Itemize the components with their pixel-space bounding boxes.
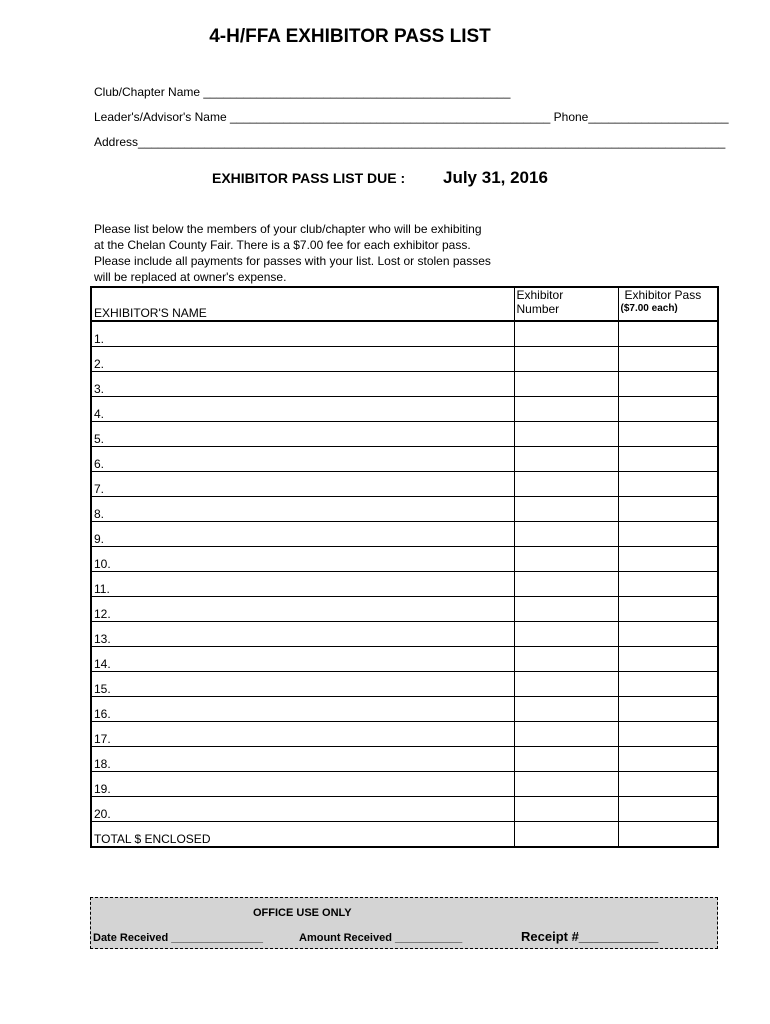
- row-exhibitor-name-cell[interactable]: 9.: [91, 522, 514, 547]
- receipt-number-field[interactable]: Receipt #___________: [521, 929, 659, 944]
- table-row: [91, 472, 718, 497]
- row-exhibitor-pass-cell[interactable]: [618, 772, 718, 797]
- row-exhibitor-name-cell[interactable]: 2.: [91, 347, 514, 372]
- row-exhibitor-name-cell[interactable]: 19.: [91, 772, 514, 797]
- date-received-field[interactable]: Date Received _______________: [93, 932, 264, 944]
- header-number-line2: Number: [516, 302, 560, 316]
- row-exhibitor-number-cell[interactable]: [514, 747, 618, 772]
- instruction-line: will be replaced at owner's expense.: [94, 270, 287, 284]
- row-exhibitor-number-cell[interactable]: [514, 522, 618, 547]
- header-exhibitor-pass: [618, 287, 718, 321]
- row-exhibitor-name-cell[interactable]: 15.: [91, 672, 514, 697]
- table-row: [91, 697, 718, 722]
- table-row: [91, 722, 718, 747]
- row-exhibitor-name-cell[interactable]: 14.: [91, 647, 514, 672]
- row-exhibitor-name-cell[interactable]: 11.: [91, 572, 514, 597]
- table-row: [91, 547, 718, 572]
- table-row: [91, 622, 718, 647]
- row-exhibitor-name-cell[interactable]: 1.: [91, 321, 514, 347]
- table-row: [91, 372, 718, 397]
- row-exhibitor-name-cell[interactable]: 7.: [91, 472, 514, 497]
- row-exhibitor-number-cell[interactable]: [514, 597, 618, 622]
- row-exhibitor-name-cell[interactable]: 20.: [91, 797, 514, 822]
- row-exhibitor-number-cell[interactable]: [514, 797, 618, 822]
- row-exhibitor-number-cell[interactable]: [514, 572, 618, 597]
- row-exhibitor-pass-cell[interactable]: [618, 522, 718, 547]
- row-exhibitor-pass-cell[interactable]: [618, 347, 718, 372]
- instructions: [94, 221, 524, 285]
- table-row: [91, 797, 718, 822]
- header-exhibitor-number: [514, 287, 618, 321]
- row-exhibitor-number-cell[interactable]: [514, 497, 618, 522]
- table-header-row: [91, 287, 718, 321]
- row-exhibitor-number-cell[interactable]: [514, 722, 618, 747]
- row-exhibitor-pass-cell[interactable]: [618, 372, 718, 397]
- row-exhibitor-pass-cell[interactable]: [618, 497, 718, 522]
- instruction-line: at the Chelan County Fair. There is a $7.00 fee for each exhibitor pass.: [94, 238, 471, 252]
- row-exhibitor-pass-cell[interactable]: [618, 397, 718, 422]
- instruction-line: Please list below the members of your club/chapter who will be exhibiting: [94, 222, 482, 236]
- row-exhibitor-pass-cell[interactable]: [618, 472, 718, 497]
- office-use-title: OFFICE USE ONLY: [253, 907, 352, 919]
- total-label: TOTAL $ ENCLOSED: [91, 822, 514, 848]
- header-pass-fee: ($7.00 each): [620, 303, 678, 314]
- table-row: [91, 397, 718, 422]
- row-exhibitor-name-cell[interactable]: 12.: [91, 597, 514, 622]
- row-exhibitor-pass-cell[interactable]: [618, 622, 718, 647]
- row-exhibitor-number-cell[interactable]: [514, 622, 618, 647]
- table-row: [91, 497, 718, 522]
- row-exhibitor-pass-cell[interactable]: [618, 822, 718, 848]
- table-row: [91, 747, 718, 772]
- row-exhibitor-number-cell[interactable]: [514, 347, 618, 372]
- table-row: [91, 321, 718, 347]
- table-row: [91, 447, 718, 472]
- header-number-line1: Exhibitor: [516, 288, 564, 302]
- row-exhibitor-pass-cell[interactable]: [618, 747, 718, 772]
- row-exhibitor-number-cell[interactable]: [514, 472, 618, 497]
- row-exhibitor-pass-cell[interactable]: [618, 647, 718, 672]
- table-row: [91, 647, 718, 672]
- row-exhibitor-pass-cell[interactable]: [618, 447, 718, 472]
- header-pass-label: Exhibitor Pass: [624, 288, 702, 302]
- row-exhibitor-name-cell[interactable]: 5.: [91, 422, 514, 447]
- table-row: [91, 522, 718, 547]
- table-row: [91, 772, 718, 797]
- exhibitor-table: [90, 286, 719, 848]
- table-row: [91, 672, 718, 697]
- row-exhibitor-pass-cell[interactable]: [618, 321, 718, 347]
- row-exhibitor-number-cell[interactable]: [514, 772, 618, 797]
- row-exhibitor-number-cell[interactable]: [514, 422, 618, 447]
- row-exhibitor-name-cell[interactable]: 13.: [91, 622, 514, 647]
- row-exhibitor-name-cell[interactable]: 18.: [91, 747, 514, 772]
- row-exhibitor-pass-cell[interactable]: [618, 422, 718, 447]
- row-exhibitor-pass-cell[interactable]: [618, 722, 718, 747]
- row-exhibitor-name-cell[interactable]: 16.: [91, 697, 514, 722]
- row-exhibitor-number-cell[interactable]: [514, 822, 618, 848]
- row-exhibitor-name-cell[interactable]: 17.: [91, 722, 514, 747]
- table-row: [91, 597, 718, 622]
- table-row: [91, 422, 718, 447]
- row-exhibitor-pass-cell[interactable]: [618, 572, 718, 597]
- leader-advisor-phone-field[interactable]: Leader's/Advisor's Name ________________________________________________ Phone_____________________: [94, 110, 729, 124]
- row-exhibitor-name-cell[interactable]: 8.: [91, 497, 514, 522]
- row-exhibitor-number-cell[interactable]: [514, 697, 618, 722]
- table-row: [91, 347, 718, 372]
- row-exhibitor-pass-cell[interactable]: [618, 797, 718, 822]
- due-label: EXHIBITOR PASS LIST DUE :: [212, 170, 406, 186]
- row-exhibitor-name-cell[interactable]: 4.: [91, 397, 514, 422]
- row-exhibitor-number-cell[interactable]: [514, 447, 618, 472]
- office-use-box: [90, 897, 718, 949]
- row-exhibitor-number-cell[interactable]: [514, 321, 618, 347]
- row-exhibitor-name-cell[interactable]: 10.: [91, 547, 514, 572]
- row-exhibitor-number-cell[interactable]: [514, 647, 618, 672]
- row-exhibitor-pass-cell[interactable]: [618, 547, 718, 572]
- row-exhibitor-number-cell[interactable]: [514, 672, 618, 697]
- row-exhibitor-number-cell[interactable]: [514, 547, 618, 572]
- page-title: 4-H/FFA EXHIBITOR PASS LIST: [209, 26, 491, 47]
- row-exhibitor-number-cell[interactable]: [514, 397, 618, 422]
- row-exhibitor-pass-cell[interactable]: [618, 672, 718, 697]
- row-exhibitor-pass-cell[interactable]: [618, 597, 718, 622]
- row-exhibitor-name-cell[interactable]: 6.: [91, 447, 514, 472]
- row-exhibitor-pass-cell[interactable]: [618, 697, 718, 722]
- header-exhibitor-name: EXHIBITOR'S NAME: [91, 287, 514, 321]
- due-date: July 31, 2016: [443, 168, 548, 187]
- table-row: [91, 572, 718, 597]
- row-exhibitor-name-cell[interactable]: 3.: [91, 372, 514, 397]
- address-field[interactable]: Address________________________________________________________________________________________: [94, 135, 726, 149]
- row-exhibitor-number-cell[interactable]: [514, 372, 618, 397]
- total-row: [91, 822, 718, 848]
- club-chapter-name-field[interactable]: Club/Chapter Name ______________________________________________: [94, 85, 511, 99]
- amount-received-field[interactable]: Amount Received ___________: [299, 932, 463, 944]
- instruction-line: Please include all payments for passes with your list. Lost or stolen passes: [94, 254, 491, 268]
